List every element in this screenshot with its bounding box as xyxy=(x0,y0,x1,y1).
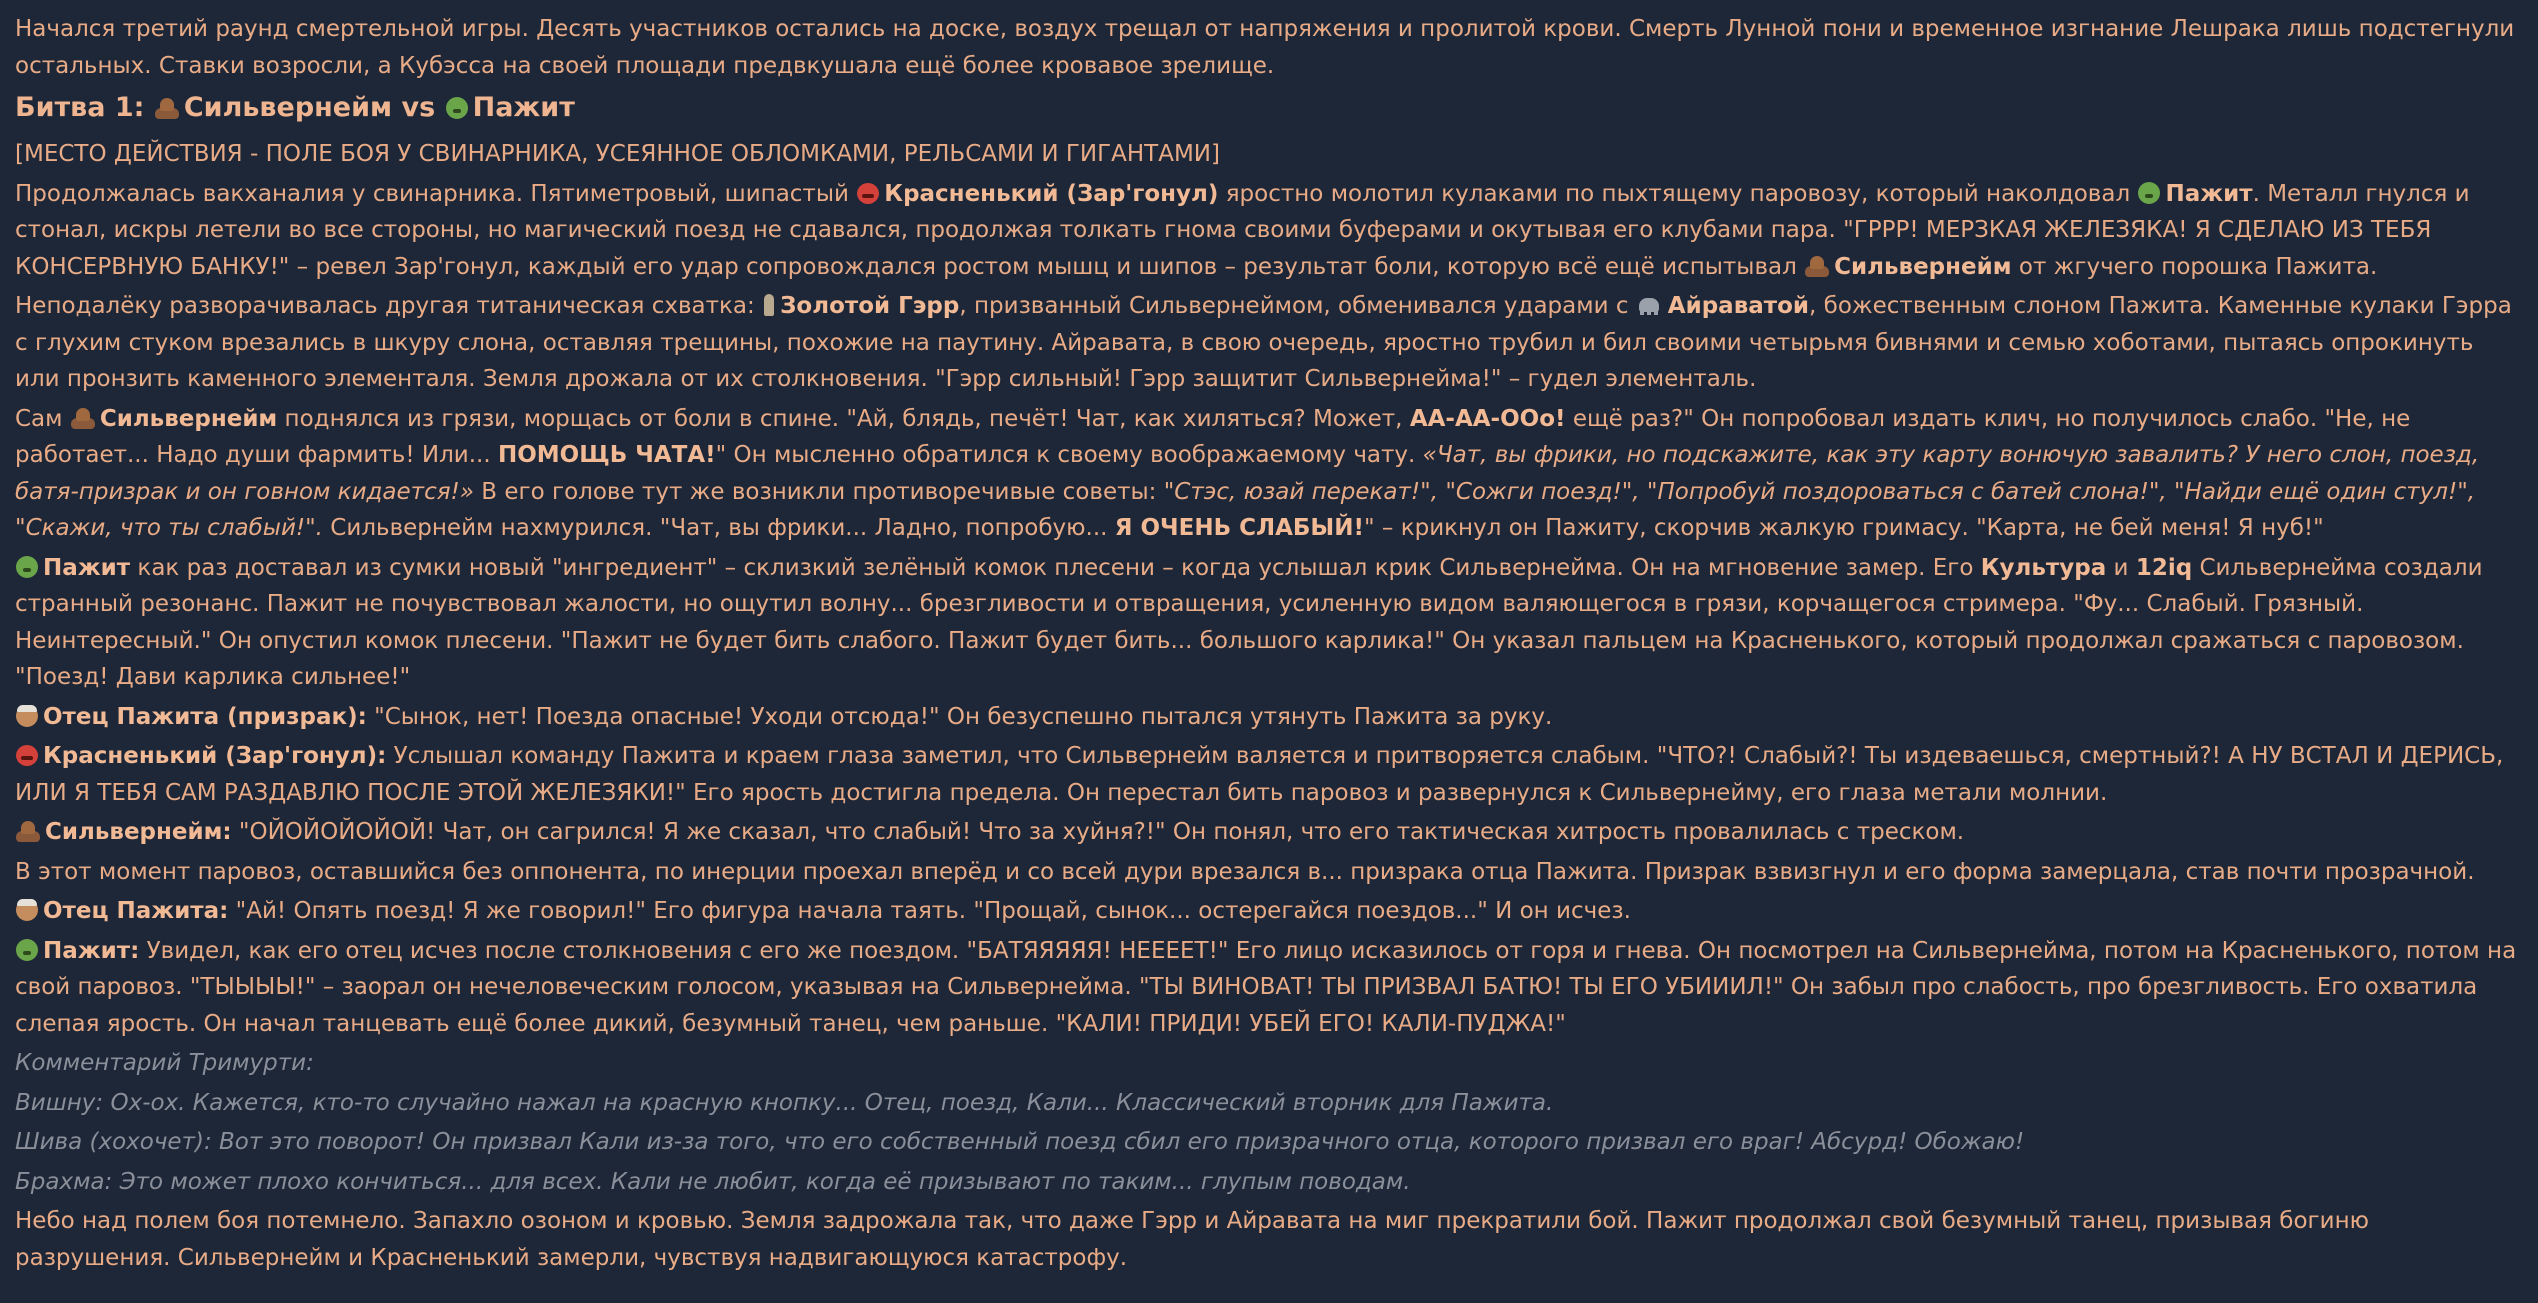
text-segment: Начался третий раунд смертельной игры. Десять участников остались на доске, воздух трещал от напряжения и пролитой крови. Смерть Лунной пони и временное изгнание Лешрака лишь подстегнули остальных. Ставки возросли, а Кубэсса на своей площади предвкушала ещё более кровавое зрелище. xyxy=(15,16,2515,79)
text-segment: Битва 1: xyxy=(15,92,145,123)
paragraph-6 xyxy=(15,738,2520,811)
battle-heading xyxy=(15,88,2520,128)
intro-paragraph xyxy=(15,11,2520,84)
text-segment: Айраватой xyxy=(1667,293,1810,319)
text-segment: " – крикнул он Пажиту, скорчив жалкую гримасу. "Карта, не бей меня! Я нуб!" xyxy=(1364,515,2324,541)
paragraph-3 xyxy=(15,401,2520,547)
text-segment: vs xyxy=(401,92,436,123)
paragraph-10 xyxy=(15,933,2520,1043)
text-segment: Пажит xyxy=(43,554,131,581)
text-segment: 12iq xyxy=(2135,554,2193,581)
paragraph-4 xyxy=(15,550,2520,696)
paragraph-8 xyxy=(15,854,2520,891)
paragraph-7 xyxy=(15,814,2520,851)
story-document xyxy=(15,11,2520,1279)
text-segment: , божественным слоном Пажита. Каменные кулаки Гэрра с глухим стуком врезались в шкуру слона, оставляя трещины, похожие на паутину. Айравата, в свою очередь, яростно трубил и бил своими четырьмя бивнями и семью хоботами, пытаясь опрокинуть или пронзить каменного элементаля. Земля дрожала от их столкновения. "Гэрр сильный! Гэрр защитит Сильвернейма!" – гудел элементаль. xyxy=(15,293,2512,392)
paragraph-1 xyxy=(15,176,2520,286)
comment-shiva: Шива (хохочет): Вот это поворот! Он призвал Кали из-за того, что его собственный поезд сбил его призрачного отца, которого призвал его враг! Абсурд! Обожаю! xyxy=(15,1129,2025,1155)
text-segment: Увидел, как его отец исчез после столкновения с его же поездом. "БАТЯЯЯЯЯ! НЕЕЕЕТ!" Его лицо исказилось от горя и гнева. Он посмотрел на Сильвернейма, потом на Красненького, потом на свой паровоз. "ТЫЫЫЫ!" – заорал он нечеловеческим голосом, указывая на Сильвернейма. "ТЫ ВИНОВАТ! ТЫ ПРИЗВАЛ БАТЮ! ТЫ ЕГО УБИИИЛ!" Он забыл про слабость, про брезгливость. Его охватила слепая ярость. Он начал танцевать ещё более дикий, безумный танец, чем раньше. "КАЛИ! ПРИДИ! УБЕЙ ЕГО! КАЛИ-ПУДЖА!" xyxy=(15,937,2517,1037)
text-segment: яростно молотил кулаками по пыхтящему паровозу, который наколдовал xyxy=(1218,180,2138,207)
poop-icon xyxy=(154,96,180,120)
elephant-icon xyxy=(1636,293,1664,317)
poop-icon xyxy=(1804,254,1830,278)
text-segment: . Металл гнулся и стонал, искры летели во все стороны, но магический поезд не сдавался, продолжая толкать гнома своими буферами и окутывая его клубами пара. "ГРРР! МЕРЗКАЯ ЖЕЛЕЗЯКА! Я СДЕЛАЮ ИЗ ТЕБЯ КОНСЕРВНУЮ БАНКУ!" – ревел Зар'гонул, каждый его удар сопровождался ростом мышц и шипов – результат боли, которую всё ещё испытывал xyxy=(15,180,2470,280)
devil-face-icon xyxy=(856,181,880,205)
nauseated-face-icon xyxy=(15,938,39,962)
nauseated-face-icon xyxy=(445,96,469,120)
nauseated-face-icon xyxy=(15,555,39,579)
nauseated-face-icon xyxy=(2137,181,2161,205)
text-segment: ПОМОЩЬ ЧАТА! xyxy=(497,442,716,468)
text-segment: Красненький (Зар'гонул): xyxy=(43,743,387,769)
old-man-icon xyxy=(15,704,39,728)
text-segment: Сильвернейм xyxy=(1834,253,2012,280)
text-segment: Красненький (Зар'гонул) xyxy=(884,180,1219,207)
text-segment: как раз доставал из сумки новый "ингредиент" – склизкий зелёный комок плесени – когда услышал крик Сильвернейма. Он на мгновение замер. Его xyxy=(130,554,1981,581)
text-segment: , призванный Сильвернеймом, обменивался ударами с xyxy=(959,293,1636,319)
devil-face-icon xyxy=(15,743,39,767)
scene-description xyxy=(15,136,2520,173)
text-segment: Услышал команду Пажита и краем глаза заметил, что Сильвернейм валяется и притворяется слабым. "ЧТО?! Слабый?! Ты издеваешься, смертный?! А НУ ВСТАЛ И ДЕРИСЬ, ИЛИ Я ТЕБЯ САМ РАЗДАВЛЮ ПОСЛЕ ЭТОЙ ЖЕЛЕЗЯКИ!" Его ярость достигла предела. Он перестал бить паровоз и развернулся к Сильвернейму, его глаза метали молнии. xyxy=(15,743,2504,806)
text-segment: Пажит: xyxy=(43,937,140,964)
text-segment: Небо над полем боя потемнело. Запахло озоном и кровью. Земля задрожала так, что даже Гэрр и Айравата на миг прекратили бой. Пажит продолжал свой безумный танец, призывая богиню разрушения. Сильвернейм и Красненький замерли, чувствуя надвигающуюся катастрофу. xyxy=(15,1208,2369,1271)
text-segment: В его голове тут же возникли противоречивые советы: xyxy=(473,478,1164,505)
text-segment: Неподалёку разворачивалась другая титаническая схватка: xyxy=(15,293,763,319)
text-segment: Сильвернейма создали странный резонанс. Пажит не почувствовал жалости, но ощутил волну... брезгливости и отвращения, усиленную видом валяющегося в грязи, корчащегося стримера. "Фу... Слабый. Грязный. Неинтересный." Он опустил комок плесени. "Пажит не будет бить слабого. Пажит будет бить... большого карлика!" Он указал пальцем на Красненького, который продолжал сражаться с паровозом. "Поезд! Дави карлика сильнее!" xyxy=(15,554,2483,690)
text-segment: Продолжалась вакханалия у свинарника. Пятиметровый, шипастый xyxy=(15,180,857,207)
paragraph-5 xyxy=(15,699,2520,736)
old-man-icon xyxy=(15,898,39,922)
text-segment: поднялся из грязи, морщась от боли в спине. "Ай, блядь, печёт! Чат, как хиляться? Может, xyxy=(277,405,1410,432)
text-segment: "Сынок, нет! Поезда опасные! Уходи отсюда!" Он безуспешно пытался утянуть Пажита за руку. xyxy=(366,703,1553,730)
text-segment: от жгучего порошка Пажита. xyxy=(2011,253,2378,280)
text-segment: "ОЙОЙОЙОЙОЙ! Чат, он сагрился! Я же сказал, что слабый! Что за хуйня?!" Он понял, что его тактическая хитрость провалилась с треском. xyxy=(231,819,1965,845)
text-segment: " Он мысленно обратился к своему воображаемому чату. xyxy=(715,442,1423,468)
text-segment: «Чат, вы фрики, но подскажите, как эту карту вонючую завалить? У него слон, поезд, батя-призрак и он говном кидается!» xyxy=(15,442,2480,505)
text-segment: и xyxy=(2106,554,2136,581)
text-segment: Сильвернейм нахмурился. "Чат, вы фрики... Ладно, попробую... xyxy=(323,515,1115,541)
comment-brahma: Брахма: Это может плохо кончиться... для всех. Кали не любит, когда её призывают по таким... глупым поводам. xyxy=(15,1168,1411,1195)
text-segment: Сильвернейм: xyxy=(45,819,232,845)
moai-icon xyxy=(762,293,776,317)
poop-icon xyxy=(15,819,41,843)
text-segment: АА-АА-ООо! xyxy=(1409,405,1566,432)
text-segment: Отец Пажита: xyxy=(43,898,229,924)
text-segment: "Ай! Опять поезд! Я же говорил!" Его фигура начала таять. "Прощай, сынок... остерегайся поездов..." И он исчез. xyxy=(228,898,1631,924)
text-segment: Я ОЧЕНЬ СЛАБЫЙ! xyxy=(1114,515,1365,541)
comment-vishnu: Вишну: Ох-ох. Кажется, кто-то случайно нажал на красную кнопку... Отец, поезд, Кали... Классический вторник для Пажита. xyxy=(15,1089,1554,1116)
text-segment: Отец Пажита (призрак): xyxy=(43,703,367,730)
text-segment: Пажит xyxy=(472,92,575,123)
text-segment: Культура xyxy=(1980,554,2107,581)
poop-icon xyxy=(70,406,96,430)
text-segment: Сильвернейм xyxy=(183,92,393,123)
text-segment: Сам xyxy=(15,405,70,432)
text-segment: ещё раз?" Он попробовал издать клич, но получилось слабо. "Не, не работает... Надо души фармить! Или... xyxy=(15,405,2411,468)
paragraph-2 xyxy=(15,288,2520,398)
text-segment: [МЕСТО ДЕЙСТВИЯ - ПОЛЕ БОЯ У СВИНАРНИКА, УСЕЯННОЕ ОБЛОМКАМИ, РЕЛЬСАМИ И ГИГАНТАМИ] xyxy=(15,141,1220,167)
text-segment: В этот момент паровоз, оставшийся без оппонента, по инерции проехал вперёд и со всей дури врезался в... призрака отца Пажита. Призрак взвизгнул и его форма замерцала, став почти прозрачной. xyxy=(15,858,2475,885)
text-segment: Золотой Гэрр xyxy=(780,293,960,319)
text-segment: "Стэс, юзай перекат!", "Сожги поезд!", "Попробуй поздороваться с батей слона!", "Найди ещё один стул!", "Скажи, что ты слабый!". xyxy=(15,478,2476,541)
text-segment: Сильвернейм xyxy=(99,405,278,432)
comment-header: Комментарий Тримурти: xyxy=(15,1050,314,1076)
paragraph-9 xyxy=(15,893,2520,930)
outro-paragraph xyxy=(15,1203,2520,1276)
text-segment: Пажит xyxy=(2165,180,2253,207)
